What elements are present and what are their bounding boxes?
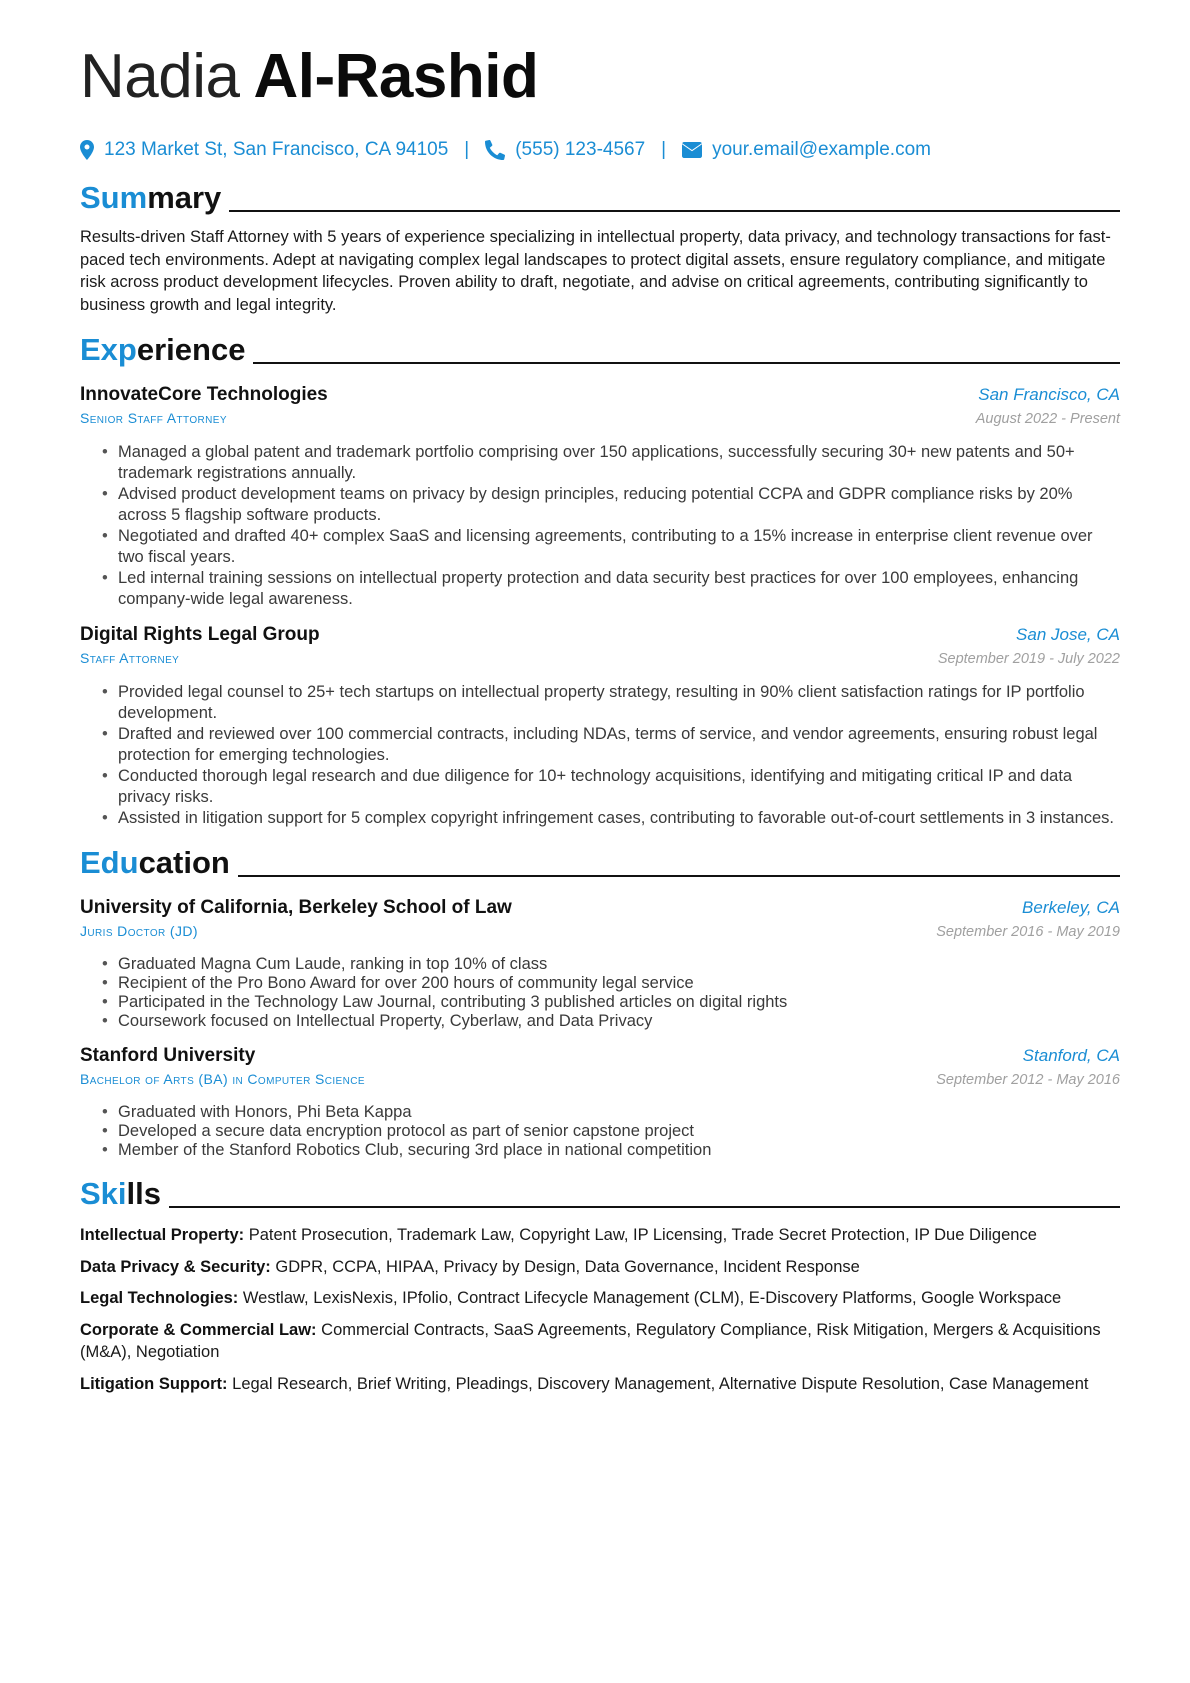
section-rule — [229, 210, 1120, 212]
last-name: Al-Rashid — [253, 42, 539, 111]
list-item: • Negotiated and drafted 40+ complex SaaS and licensing agreements, contributing to a 15% increase in enterprise client revenue over two fiscal years. — [118, 526, 1120, 568]
experience-entry — [80, 622, 1120, 829]
list-item: • Assisted in litigation support for 5 complex copyright infringement cases, contributing to favorable out-of-court settlements in 3 instances. — [118, 808, 1120, 829]
list-item: • Managed a global patent and trademark portfolio comprising over 150 applications, successfully securing 30+ new patents and 50+ trademark registrations annually. — [118, 442, 1120, 484]
contact-bar — [80, 136, 1120, 164]
job-title: Staff Attorney — [80, 650, 180, 666]
contact-separator: | — [661, 139, 667, 160]
list-item: • Graduated with Honors, Phi Beta Kappa — [118, 1103, 1120, 1122]
skill-values: Legal Research, Brief Writing, Pleadings, Discovery Management, Alternative Dispute Resolution, Case Management — [232, 1374, 1089, 1393]
skill-row — [80, 1373, 1120, 1396]
skill-row — [80, 1287, 1120, 1310]
section-rule — [238, 875, 1120, 877]
section-title — [80, 332, 245, 368]
bullet-list — [80, 955, 1120, 1031]
list-item: • Developed a secure data encryption protocol as part of senior capstone project — [118, 1122, 1120, 1141]
section-title-rest: erience — [136, 332, 246, 367]
section-title-accent: Exp — [80, 332, 137, 367]
entry-location: Stanford, CA — [1022, 1046, 1120, 1065]
skill-row — [80, 1256, 1120, 1279]
entry-location: Berkeley, CA — [1022, 898, 1120, 917]
education-entry — [80, 895, 1120, 1031]
contact-phone[interactable] — [485, 139, 645, 161]
section-title-accent: Ski — [80, 1176, 127, 1211]
organization-name: Digital Rights Legal Group — [80, 624, 320, 645]
list-item: • Advised product development teams on privacy by design principles, reducing potential CCPA and GDPR compliance risks by 20% across 5 flagship software products. — [118, 484, 1120, 526]
list-item: • Coursework focused on Intellectual Property, Cyberlaw, and Data Privacy — [118, 1012, 1120, 1031]
skill-values: Westlaw, LexisNexis, IPfolio, Contract Lifecycle Management (CLM), E-Discovery Platforms, Google Workspace — [242, 1289, 1062, 1307]
section-rule — [253, 362, 1120, 364]
list-item: • Conducted thorough legal research and due diligence for 10+ technology acquisitions, identifying and mitigating critical IP and data privacy risks. — [118, 766, 1120, 808]
entry-location: San Francisco, CA — [978, 385, 1120, 404]
skill-values: Commercial Contracts, SaaS Agreements, Regulatory Compliance, Risk Mitigation, Mergers & Acquisitions (M&A), Negotiation — [80, 1320, 1101, 1361]
phone-text: (555) 123-4567 — [515, 139, 646, 160]
entry-location: San Jose, CA — [1016, 625, 1120, 644]
skill-category: Data Privacy & Security: — [80, 1257, 271, 1276]
skills-list — [80, 1224, 1120, 1395]
skill-values: Patent Prosecution, Trademark Law, Copyright Law, IP Licensing, Trade Secret Protection, IP Due Diligence — [248, 1226, 1037, 1244]
contact-address — [80, 139, 448, 161]
list-item: • Led internal training sessions on intellectual property protection and data security best practices for over 100 employees, enhancing company-wide legal awareness. — [118, 568, 1120, 610]
entry-dates: September 2016 - May 2019 — [936, 924, 1120, 940]
skill-values: GDPR, CCPA, HIPAA, Privacy by Design, Data Governance, Incident Response — [275, 1257, 860, 1276]
candidate-name — [80, 36, 1120, 118]
list-item: • Recipient of the Pro Bono Award for over 200 hours of community legal service — [118, 974, 1120, 993]
bullet-list — [80, 1103, 1120, 1160]
list-item: • Provided legal counsel to 25+ tech startups on intellectual property strategy, resulting in 90% client satisfaction ratings for IP portfolio development. — [118, 682, 1120, 724]
list-item: • Member of the Stanford Robotics Club, securing 3rd place in national competition — [118, 1141, 1120, 1160]
list-item: • Drafted and reviewed over 100 commercial contracts, including NDAs, terms of service, and vendor agreements, ensuring robust legal protection for emerging technologies. — [118, 724, 1120, 766]
skill-category: Legal Technologies: — [80, 1289, 239, 1307]
section-title-accent: Edu — [80, 845, 139, 880]
address-text: 123 Market St, San Francisco, CA 94105 — [104, 139, 449, 160]
contact-email[interactable] — [682, 139, 931, 161]
phone-icon — [485, 140, 505, 160]
entry-dates: August 2022 - Present — [975, 411, 1120, 427]
skill-row — [80, 1224, 1120, 1247]
section-title-accent: Sum — [80, 180, 148, 215]
education-entry — [80, 1043, 1120, 1160]
summary-heading — [80, 176, 1120, 216]
bullet-list — [80, 682, 1120, 829]
education-heading — [80, 841, 1120, 881]
list-item: • Participated in the Technology Law Journal, contributing 3 published articles on digital rights — [118, 993, 1120, 1012]
skill-row — [80, 1319, 1120, 1364]
email-text: your.email@example.com — [712, 139, 931, 160]
skills-heading — [80, 1172, 1120, 1212]
organization-name: InnovateCore Technologies — [80, 384, 328, 405]
degree-title: Juris Doctor (JD) — [80, 923, 198, 939]
envelope-icon — [682, 142, 702, 158]
experience-entry — [80, 382, 1120, 610]
section-rule — [169, 1206, 1120, 1208]
skill-category: Intellectual Property: — [80, 1226, 245, 1244]
bullet-list — [80, 442, 1120, 610]
section-title-rest: mary — [147, 180, 222, 215]
contact-separator: | — [464, 139, 470, 160]
degree-title: Bachelor of Arts (BA) in Computer Science — [80, 1071, 365, 1087]
skill-category: Litigation Support: — [80, 1374, 228, 1393]
school-name: University of California, Berkeley School of Law — [80, 897, 512, 918]
school-name: Stanford University — [80, 1045, 256, 1066]
section-title — [80, 845, 230, 881]
skill-category: Corporate & Commercial Law: — [80, 1320, 317, 1339]
entry-dates: September 2019 - July 2022 — [937, 651, 1120, 667]
map-marker-icon — [80, 140, 94, 160]
entry-dates: September 2012 - May 2016 — [936, 1072, 1120, 1088]
job-title: Senior Staff Attorney — [80, 410, 227, 426]
section-title — [80, 1176, 161, 1212]
list-item: • Graduated Magna Cum Laude, ranking in top 10% of class — [118, 955, 1120, 974]
experience-heading — [80, 328, 1120, 368]
section-title-rest: cation — [138, 845, 230, 880]
section-title — [80, 180, 221, 216]
first-name: Nadia — [80, 42, 240, 111]
summary-text: Results-driven Staff Attorney with 5 years of experience specializing in intellectual property, data privacy, and technology transactions for fast-paced tech environments. Adept at navigating complex legal landscapes to protect digital assets, ensure regulatory compliance, and mitigate risk across product development lifecycles. Proven ability to draft, negotiate, and advise on critical agreements, contributing significantly to business growth and legal integrity. — [80, 228, 1111, 314]
section-title-rest: lls — [126, 1176, 161, 1211]
